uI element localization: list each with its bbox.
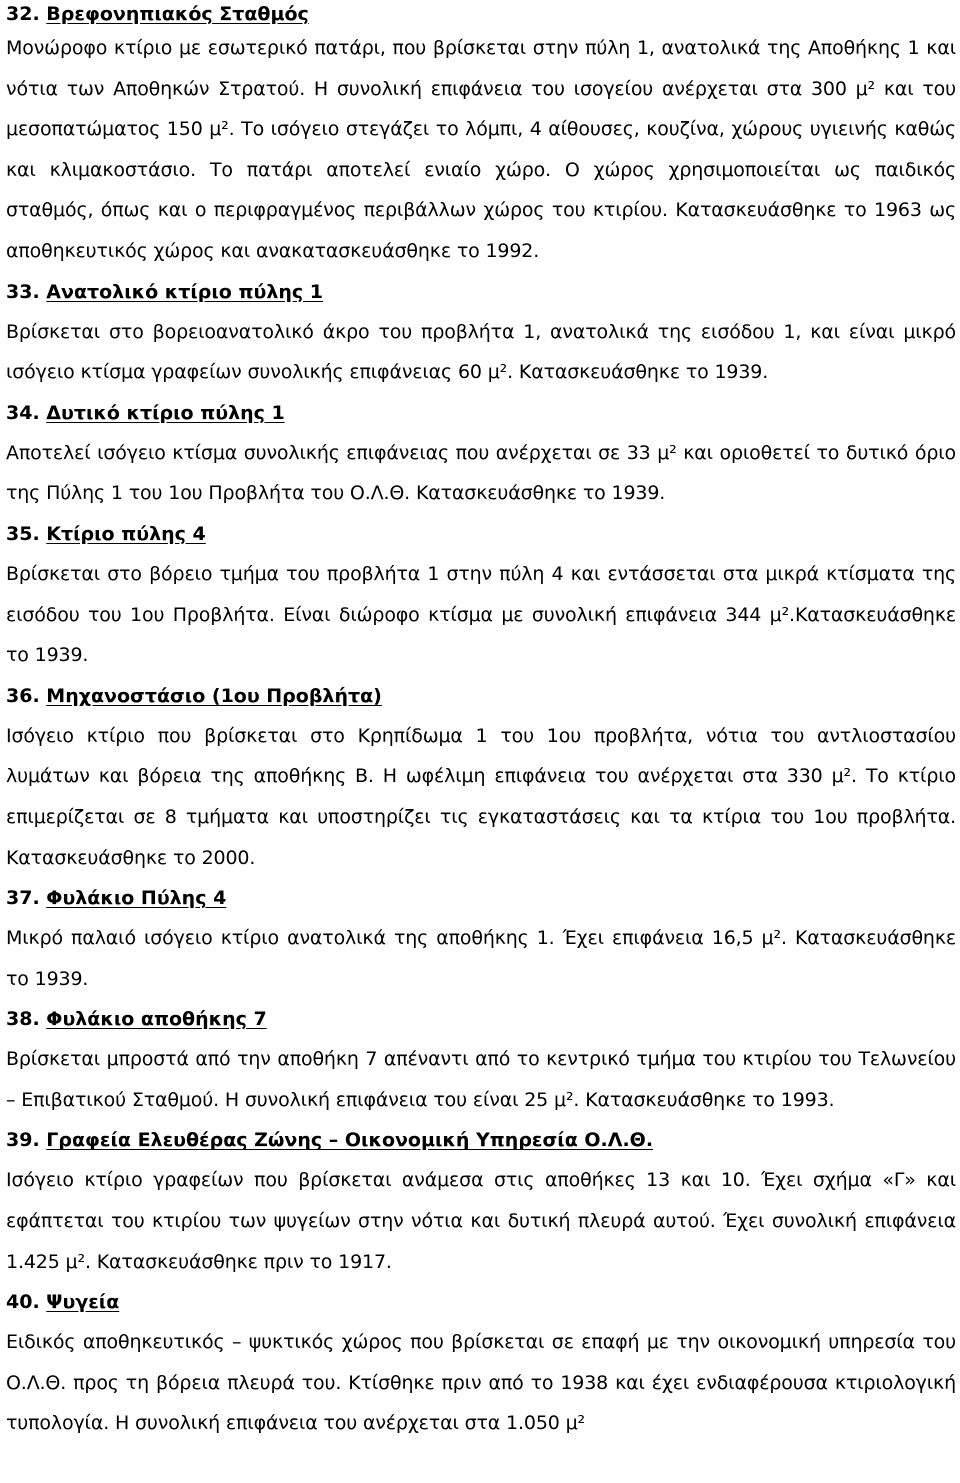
section-text: Βρίσκεται μπροστά από την αποθήκη 7 απέναντι από το κεντρικό τμήμα του κτιρίου του Τελωνείου – Επιβατικού Σταθμού. Η συνολική επιφάνεια του είναι 25 μ². Κατασκευάσθηκε το 1993. — [6, 1048, 956, 1111]
section-text: Ειδικός αποθηκευτικός – ψυκτικός χώρος που βρίσκεται σε επαφή με την οικονομική υπηρεσία του Ο.Λ.Θ. προς τη βόρεια πλευρά του. Κτίσθηκε πριν από το 1938 και έχει ενδιαφέρουσα κτιριολογική τυπολογία. Η συνολική επιφάνεια του ανέρχεται στα 1.050 μ² — [6, 1331, 956, 1435]
section-title: Ψυγεία — [46, 1291, 120, 1314]
section-33 — [6, 272, 956, 393]
section-text: Αποτελεί ισόγειο κτίσμα συνολικής επιφάνειας που ανέρχεται σε 33 μ² και οριοθετεί το δυτικό όριο της Πύλης 1 του 1ου Προβλήτα του Ο.Λ.Θ. Κατασκευάσθηκε το 1939. — [6, 441, 956, 505]
section-title: Βρεφονηπιακός Σταθμός — [46, 3, 309, 25]
section-heading — [6, 272, 956, 312]
section-heading — [6, 514, 956, 554]
section-number: 36. — [6, 684, 40, 707]
section-heading — [6, 999, 956, 1039]
section-heading — [6, 676, 956, 716]
section-36 — [6, 676, 956, 878]
section-title: Κτίριο πύλης 4 — [46, 522, 206, 545]
section-number: 39. — [6, 1129, 40, 1152]
section-text: Βρίσκεται στο βόρειο τμήμα του προβλήτα 1 στην πύλη 4 και εντάσσεται στα μικρά κτίσματα της εισόδου του 1ου Προβλήτα. Είναι διώροφο κτίσμα με συνολική επιφάνεια 344 μ².Κατασκευάσθηκε το 1939. — [6, 562, 956, 667]
section-heading — [6, 878, 956, 918]
section-37 — [6, 878, 956, 999]
section-text: Μικρό παλαιό ισόγειο κτίριο ανατολικά της αποθήκης 1. Έχει επιφάνεια 16,5 μ². Κατασκευάσθηκε το 1939. — [6, 927, 956, 990]
section-40 — [6, 1282, 956, 1444]
section-text: Βρίσκεται στο βορειοανατολικό άκρο του προβλήτα 1, ανατολικά της εισόδου 1, και είναι μικρό ισόγειο κτίσμα γραφείων συνολικής επιφάνειας 60 μ². Κατασκευάσθηκε το 1939. — [6, 320, 956, 384]
section-number: 40. — [6, 1291, 40, 1314]
section-number: 33. — [6, 280, 40, 303]
section-title: Γραφεία Ελευθέρας Ζώνης – Οικονομική Υπηρεσία Ο.Λ.Θ. — [46, 1129, 654, 1152]
section-number: 34. — [6, 401, 40, 424]
section-38 — [6, 999, 956, 1120]
section-heading — [6, 0, 956, 28]
section-title: Φυλάκιο Πύλης 4 — [46, 887, 227, 910]
section-text: Ισόγειο κτίριο που βρίσκεται στο Κρηπίδωμα 1 του 1ου προβλήτα, νότια του αντλιοστασίου λυμάτων και βόρεια της αποθήκης Β. Η ωφέλιμη επιφάνεια του ανέρχεται στα 330 μ². Το κτίριο επιμερίζεται σε 8 τμήματα και υποστηρίζει τις εγκαταστάσεις και τα κτίρια του 1ου προβλήτα. Κατασκευάσθηκε το 2000. — [6, 724, 956, 869]
section-title: Μηχανοστάσιο (1ου Προβλήτα) — [46, 684, 382, 707]
section-heading — [6, 1120, 956, 1160]
section-heading — [6, 1282, 956, 1322]
section-number: 38. — [6, 1008, 40, 1031]
section-title: Δυτικό κτίριο πύλης 1 — [46, 401, 285, 424]
document-page — [6, 0, 956, 1444]
section-39 — [6, 1120, 956, 1282]
section-title: Ανατολικό κτίριο πύλης 1 — [46, 280, 323, 303]
section-number: 35. — [6, 522, 40, 545]
section-title: Φυλάκιο αποθήκης 7 — [46, 1008, 267, 1031]
section-35 — [6, 514, 956, 676]
section-text: Μονώροφο κτίριο με εσωτερικό πατάρι, που βρίσκεται στην πύλη 1, ανατολικά της Αποθήκης 1 και νότια των Αποθηκών Στρατού. Η συνολική επιφάνεια του ισογείου ανέρχεται στα 300 μ² και του μεσοπατώματος 150 μ². Το ισόγειο στεγάζει το λόμπι, 4 αίθουσες, κουζίνα, χώρους υγιεινής καθώς και κλιμακοστάσιο. Το πατάρι αποτελεί ενιαίο χώρο. Ο χώρος χρησιμοποιείται ως παιδικός σταθμός, όπως και ο περιφραγμένος περιβάλλων χώρος του κτιρίου. Κατασκευάσθηκε το 1963 ως αποθηκευτικός χώρος και ανακατασκευάσθηκε το 1992. — [6, 37, 956, 262]
section-number: 37. — [6, 887, 40, 910]
section-text: Ισόγειο κτίριο γραφείων που βρίσκεται ανάμεσα στις αποθήκες 13 και 10. Έχει σχήμα «Γ» και εφάπτεται του κτιρίου των ψυγείων στην νότια και δυτική πλευρά αυτού. Έχει συνολική επιφάνεια 1.425 μ². Κατασκευάσθηκε πριν το 1917. — [6, 1169, 956, 1273]
section-number: 32. — [6, 3, 40, 25]
section-heading — [6, 393, 956, 433]
section-34 — [6, 393, 956, 514]
section-32 — [6, 0, 956, 272]
